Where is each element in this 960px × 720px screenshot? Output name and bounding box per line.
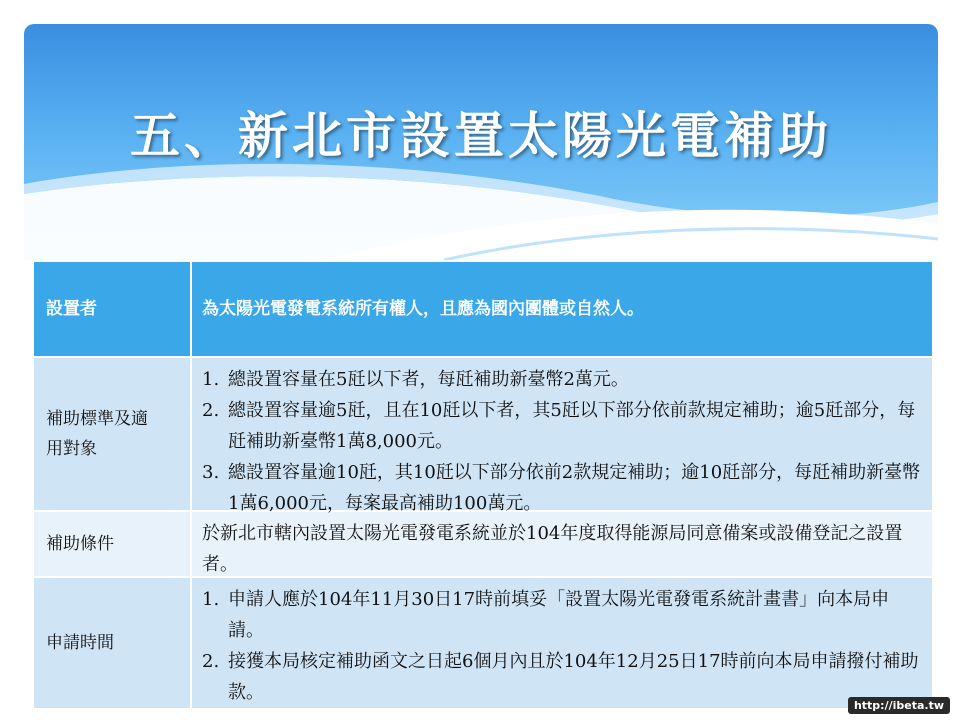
row-label: 申請時間 — [34, 578, 192, 708]
row-content — [192, 578, 932, 708]
row-content — [192, 358, 932, 514]
row-label: 補助條件 — [34, 512, 192, 576]
list-item: 2. 接獲本局核定補助函文之日起6個月內且於104年12月25日17時前向本局申請撥付補助款。 — [202, 651, 919, 703]
table-header-row — [34, 262, 932, 358]
title-banner — [24, 24, 938, 260]
table-row — [34, 358, 932, 512]
header-label: 設置者 — [34, 262, 192, 356]
watermark-link[interactable]: http://ibeta.tw — [848, 697, 950, 714]
list-item: 1. 總設置容量在5瓩以下者，每瓩補助新臺幣2萬元。 — [202, 369, 629, 390]
subsidy-table — [34, 262, 932, 708]
list-item: 1. 申請人應於104年11月30日17時前填妥「設置太陽光電發電系統計畫書」向本局申請。 — [202, 589, 890, 641]
row-content: 於新北市轄內設置太陽光電發電系統並於104年度取得能源局同意備案或設備登記之設置者。 — [202, 523, 903, 575]
table-row — [34, 578, 932, 708]
page-title: 五、新北市設置太陽光電補助 — [130, 106, 832, 165]
list-item: 3. 總設置容量逾10瓩，其10瓩以下部分依前2款規定補助；逾10瓩部分，每瓩補助新臺幣1萬6,000元，每案最高補助100萬元。 — [202, 462, 921, 514]
list-item: 2. 總設置容量逾5瓩，且在10瓩以下者，其5瓩以下部分依前款規定補助；逾5瓩部分，每瓩補助新臺幣1萬8,000元。 — [202, 400, 916, 452]
table-row — [34, 512, 932, 578]
row-label: 補助標準及適用對象 — [34, 358, 192, 510]
header-value: 為太陽光電發電系統所有權人，且應為國內團體或自然人。 — [202, 298, 644, 319]
